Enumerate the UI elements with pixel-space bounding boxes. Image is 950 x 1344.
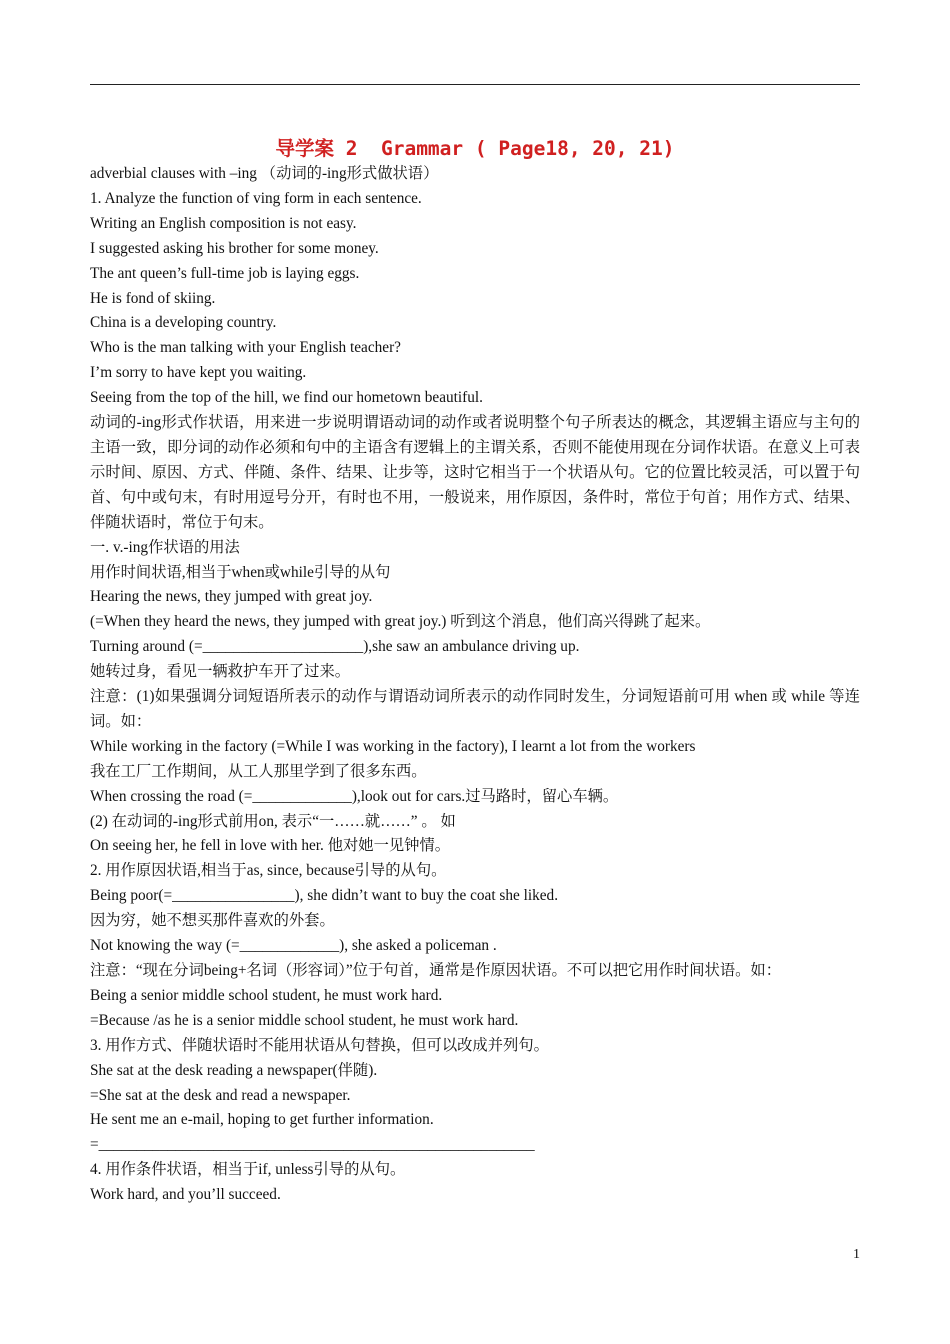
text-line: On seeing her, he fell in love with her. 他对她一见钟情。: [90, 837, 451, 855]
document-body: [90, 162, 860, 1208]
text-line: 因为穷，她不想买那件喜欢的外套。: [90, 912, 335, 930]
text-line: She sat at the desk reading a newspaper(伴随).: [90, 1061, 378, 1079]
text-line: He sent me an e-mail, hoping to get further information.: [90, 1111, 434, 1129]
text-line: The ant queen’s full-time job is laying eggs.: [90, 264, 360, 282]
text-line: 我在工厂工作期间，从工人那里学到了很多东西。: [90, 762, 427, 780]
text-line: 2. 用作原因状语,相当于as, since, because引导的从句。: [90, 862, 447, 880]
page-number: 1: [853, 1247, 860, 1262]
text-line: 她转过身，看见一辆救护车开了过来。: [90, 663, 351, 681]
text-line: He is fond of skiing.: [90, 289, 216, 307]
text-line: Hearing the news, they jumped with great joy.: [90, 588, 373, 606]
text-line: =Because /as he is a senior middle school student, he must work hard.: [90, 1011, 519, 1029]
text-line: When crossing the road (=_____________),look out for cars.过马路时，留心车辆。: [90, 787, 619, 805]
text-line: Who is the man talking with your English teacher?: [90, 339, 401, 357]
text-line: 用作时间状语,相当于when或while引导的从句: [90, 563, 391, 581]
header-rule: [90, 84, 860, 85]
text-line: adverbial clauses with –ing （动词的-ing形式做状语）: [90, 165, 439, 182]
text-line: 3. 用作方式、伴随状语时不能用状语从句替换，但可以改成并列句。: [90, 1036, 549, 1054]
text-line: Being a senior middle school student, he must work hard.: [90, 986, 443, 1004]
text-line: 一. v.-ing作状语的用法: [90, 538, 240, 556]
page-title: 导学案 2 Grammar ( Page18, 20, 21): [275, 137, 675, 160]
note-paragraph: 注意：(1)如果强调分词短语所表示的动作与谓语动词所表示的动作同时发生，分词短语前可用 when 或 while 等连词。如：: [90, 688, 860, 730]
text-line: Writing an English composition is not easy.: [90, 214, 357, 232]
text-line: China is a developing country.: [90, 314, 277, 332]
text-line: Work hard, and you’ll succeed.: [90, 1186, 281, 1204]
text-line: Not knowing the way (=_____________), she asked a policeman .: [90, 937, 497, 955]
text-line: Turning around (=_____________________),she saw an ambulance driving up.: [90, 638, 580, 656]
text-line: 1. Analyze the function of ving form in each sentence.: [90, 189, 422, 207]
text-line: While working in the factory (=While I was working in the factory), I learnt a lot from the workers: [90, 737, 696, 755]
text-line: (=When they heard the news, they jumped with great joy.) 听到这个消息，他们高兴得跳了起来。: [90, 613, 711, 631]
text-line: I’m sorry to have kept you waiting.: [90, 364, 307, 382]
text-line: (2) 在动词的-ing形式前用on, 表示“一……就……” 。 如: [90, 812, 456, 830]
text-line: 4. 用作条件状语，相当于if, unless引导的从句。: [90, 1161, 406, 1179]
text-line: 注意：“现在分词being+名词（形容词）”位于句首，通常是作原因状语。不可以把它用作时间状语。如：: [90, 962, 782, 979]
explanation-paragraph: 动词的-ing形式作状语，用来进一步说明谓语动词的动作或者说明整个句子所表达的概念，其逻辑主语应与主句的主语一致，即分词的动作必须和句中的主语含有逻辑上的主谓关系，否则不能使用现在分词作状语。在意义上可表示时间、原因、方式、伴随、条件、结果、让步等，这时它相当于一个状语从句。它的位置比较灵活，可以置于句首、句中或句末，有时用逗号分开，有时也不用，一般说来，用作原因，条件时，常位于句首；用作方式、结果、伴随状语时，常位于句末。: [90, 414, 860, 531]
text-line: Seeing from the top of the hill, we find our hometown beautiful.: [90, 389, 483, 407]
text-line: Being poor(=________________), she didn’t want to buy the coat she liked.: [90, 887, 559, 905]
text-line: =_________________________________________________________: [90, 1136, 535, 1154]
text-line: I suggested asking his brother for some money.: [90, 239, 379, 257]
text-line: =She sat at the desk and read a newspaper.: [90, 1086, 351, 1104]
